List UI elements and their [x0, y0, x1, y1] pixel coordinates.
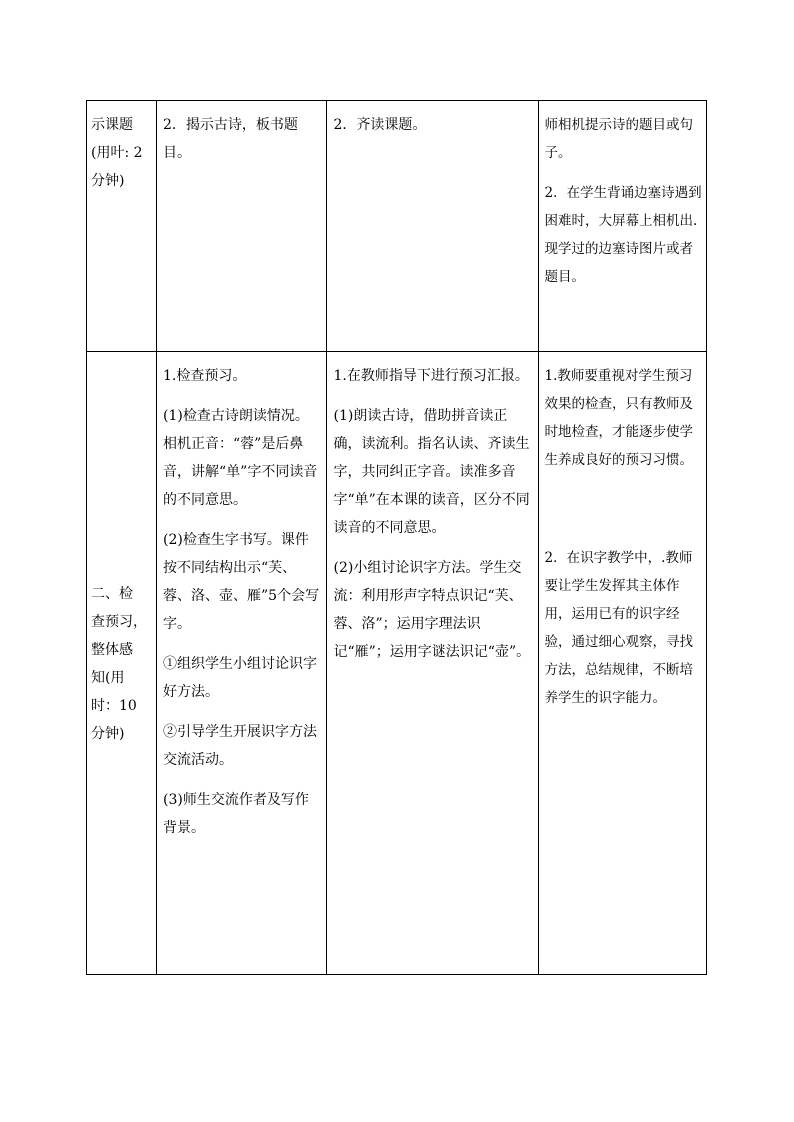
student-activity-text: (2)小组讨论识字方法。学生交流：利用形声字特点识记“芙、蓉、洛”；运用字理法识记“雁”；运用字谜法识记“壶”。 [333, 560, 531, 660]
teacher-activity-text: ②引导学生开展识字方法交流活动。 [163, 724, 318, 768]
design-note-cell [538, 352, 706, 975]
table-row [87, 101, 707, 352]
stage-line: (用叶: 2 [91, 145, 143, 161]
design-note-cell [538, 101, 706, 352]
teacher-activity-text: (2)检查生字书写。课件按不同结构出示“芙、蓉、洛、壶、雁”5个会写字。 [163, 532, 320, 632]
stage-line: 时：10 [91, 698, 137, 714]
stage-line: 分钟) [91, 726, 125, 742]
stage-line: 知(用 [91, 670, 125, 686]
stage-cell [87, 352, 157, 975]
design-note-text: 师相机提示诗的题目或句子。 [544, 117, 694, 161]
stage-line: 二、检 [91, 586, 133, 602]
stage-line: 整体感 [91, 642, 133, 658]
teacher-activity-cell [157, 352, 327, 975]
lesson-plan-table [86, 100, 707, 975]
stage-line: 分钟) [91, 173, 125, 189]
teacher-activity-text: 2．揭示古诗，板书题目。 [163, 117, 298, 161]
student-activity-text: 2．齐读课题。 [333, 117, 427, 133]
teacher-activity-text: (1)检查古诗朗读情况。相机正音：“蓉”是后鼻音，讲解“单”字不同读音的不同意思。 [163, 408, 318, 508]
stage-cell [87, 101, 157, 352]
stage-line: 示课题 [91, 117, 133, 133]
student-activity-cell [327, 352, 538, 975]
teacher-activity-text: ①组织学生小组讨论识字好方法。 [163, 656, 318, 700]
student-activity-text: 1.在教师指导下进行预习汇报。 [333, 368, 529, 384]
teacher-activity-text: 1.检查预习。 [163, 368, 247, 384]
teacher-activity-text: (3)师生交流作者及写作背景。 [163, 792, 309, 836]
design-note-text: 2．在学生背诵边塞诗遇到困难时，大屏幕上相机出.现学过的边塞诗图片或者题目。 [544, 185, 702, 285]
student-activity-text: (1)朗读古诗，借助拼音读正确，读流利。指名认读、齐读生字，共同纠正字音。读准多音字“单”在本课的读音，区分不同读音的不同意思。 [333, 408, 530, 536]
stage-line: 查预习， [91, 614, 147, 630]
student-activity-cell [327, 101, 538, 352]
design-note-text: 2．在识字教学中，.教师要让学生发挥其主体作用，运用已有的识字经验，通过细心观察，寻找方法，总结规律，不断培养学生的识字能力。 [544, 550, 694, 706]
table-row [87, 352, 707, 975]
design-note-text: 1.教师要重视对学生预习效果的检查，只有教师及时地检查，才能逐步使学生养成良好的预习习惯。 [544, 368, 694, 468]
teacher-activity-cell [157, 101, 327, 352]
